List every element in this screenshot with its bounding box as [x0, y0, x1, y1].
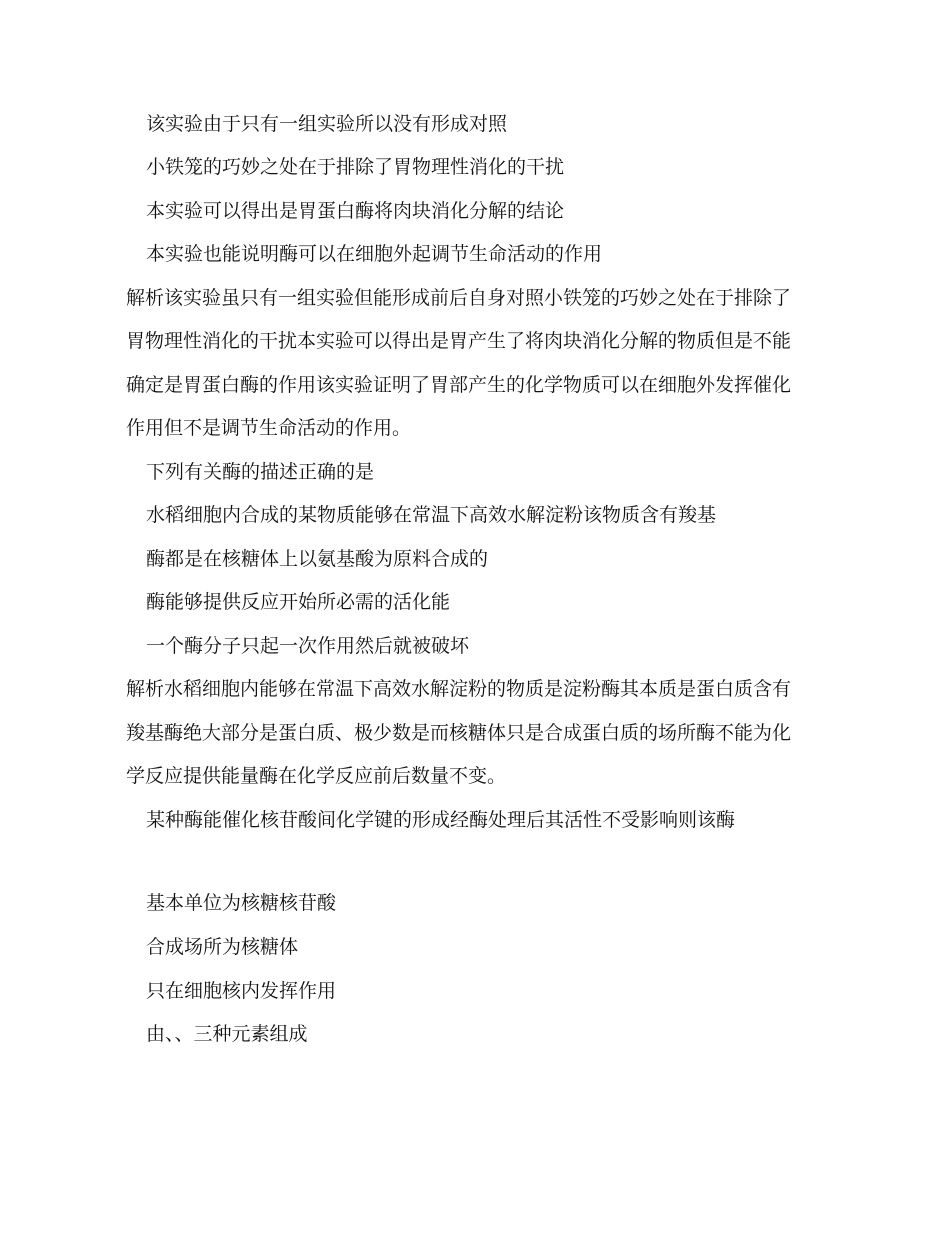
option-line: 一个酶分子只起一次作用然后就被破坏: [146, 635, 470, 657]
option-line: 基本单位为核糖核苷酸: [146, 892, 337, 914]
question-line: 某种酶能催化核苷酸间化学键的形成经酶处理后其活性不受影响则该酶: [146, 809, 736, 831]
analysis-line: 确定是胃蛋白酶的作用该实验证明了胃部产生的化学物质可以在细胞外发挥催化: [126, 374, 792, 396]
analysis-line: 解析水稻细胞内能够在常温下高效水解淀粉的物质是淀粉酶其本质是蛋白质含有: [126, 678, 792, 700]
option-line: 本实验也能说明酶可以在细胞外起调节生命活动的作用: [146, 243, 603, 265]
option-line: 合成场所为核糖体: [146, 936, 299, 958]
option-line: 酶都是在核糖体上以氨基酸为原料合成的: [146, 548, 489, 570]
option-line: 酶能够提供反应开始所必需的活化能: [146, 591, 451, 613]
analysis-line: 羧基酶绝大部分是蛋白质、极少数是而核糖体只是合成蛋白质的场所酶不能为化: [126, 722, 792, 744]
option-line: 小铁笼的巧妙之处在于排除了胃物理性消化的干扰: [146, 156, 565, 178]
option-line: 该实验由于只有一组实验所以没有形成对照: [146, 113, 508, 135]
option-line: 水稻细胞内合成的某物质能够在常温下高效水解淀粉该物质含有羧基: [146, 504, 717, 526]
option-line: 由、、三种元素组成: [146, 1023, 308, 1045]
analysis-line: 作用但不是调节生命活动的作用。: [126, 417, 412, 439]
analysis-line: 胃物理性消化的干扰本实验可以得出是胃产生了将肉块消化分解的物质但是不能: [126, 330, 792, 352]
option-line: 只在细胞核内发挥作用: [146, 980, 337, 1002]
option-line: 本实验可以得出是胃蛋白酶将肉块消化分解的结论: [146, 200, 565, 222]
analysis-line: 学反应提供能量酶在化学反应前后数量不变。: [126, 765, 507, 787]
question-line: 下列有关酶的描述正确的是: [146, 461, 375, 483]
analysis-line: 解析该实验虽只有一组实验但能形成前后自身对照小铁笼的巧妙之处在于排除了: [126, 287, 792, 309]
